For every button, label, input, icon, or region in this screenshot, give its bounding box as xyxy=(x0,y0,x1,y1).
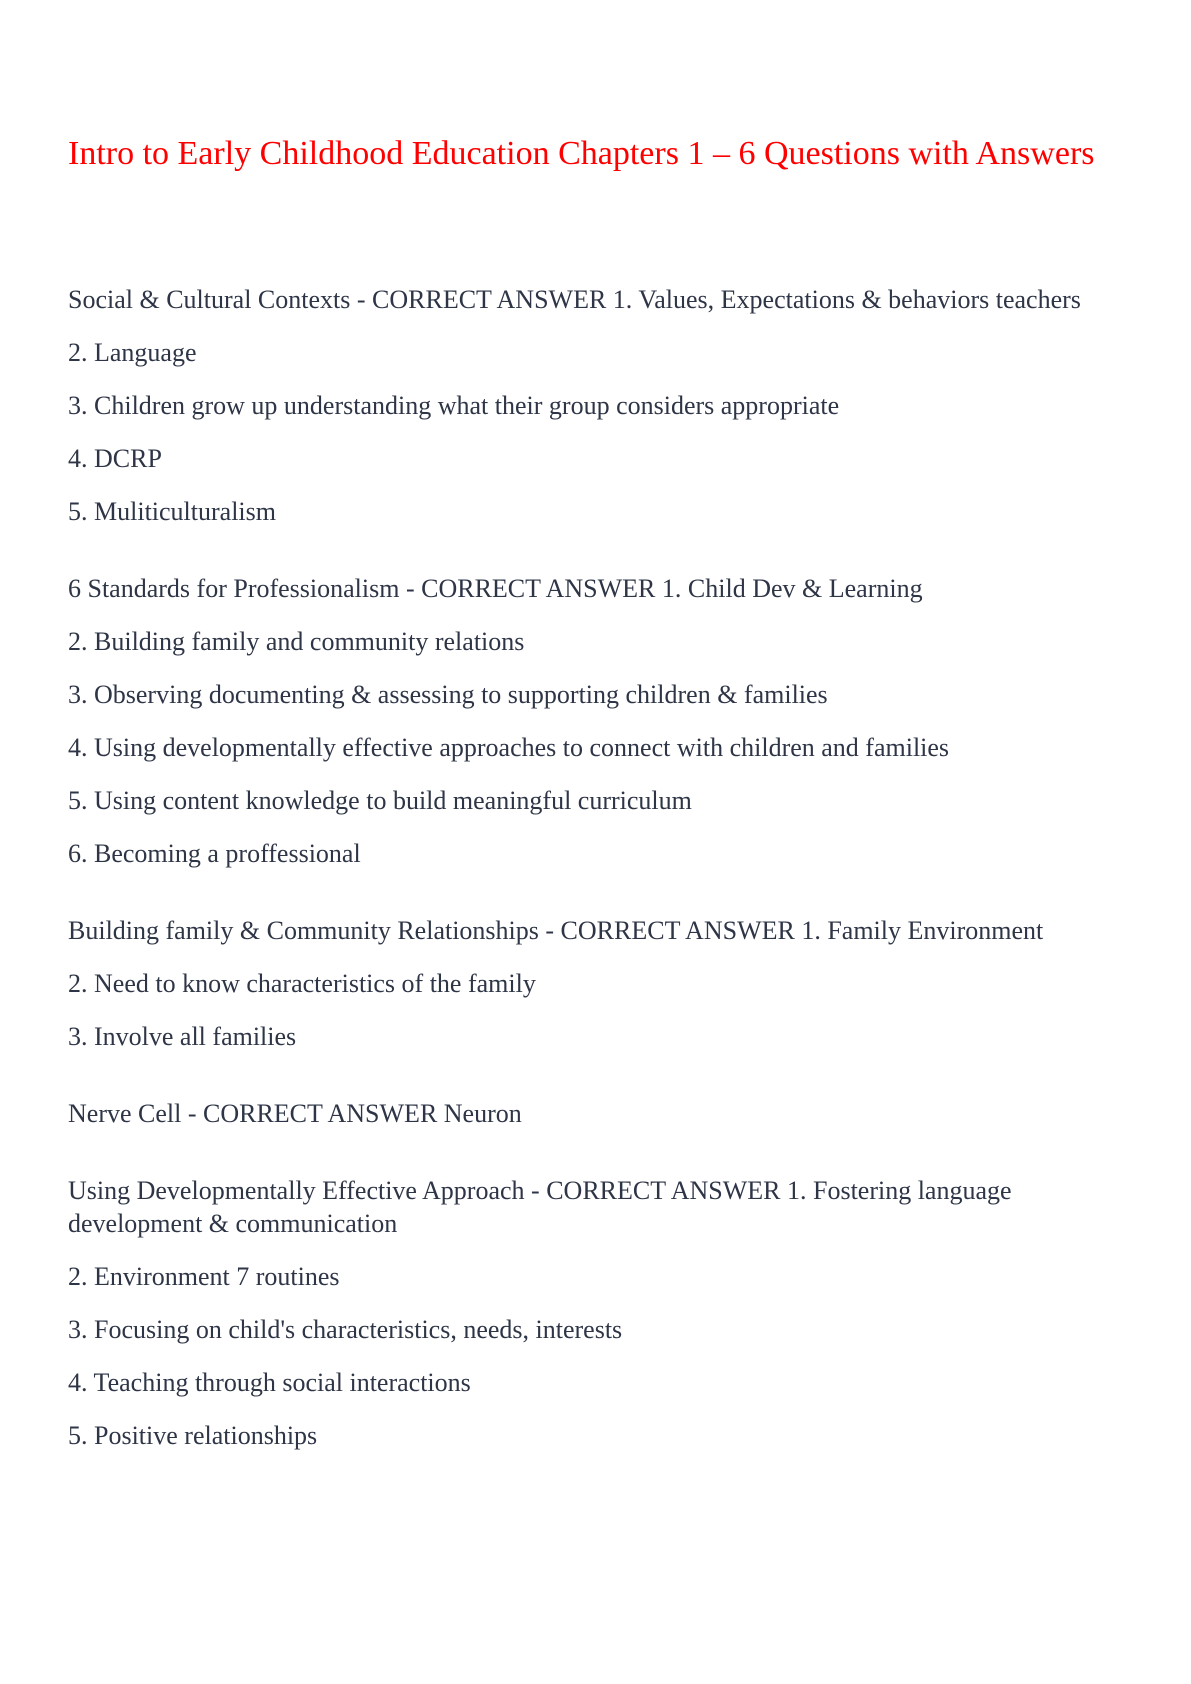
document-content xyxy=(68,283,1148,1496)
qa-answer-line: 4. DCRP xyxy=(68,444,162,473)
qa-item-developmentally-effective-approach xyxy=(68,1174,1148,1452)
qa-answer-line: 2. Building family and community relations xyxy=(68,627,525,656)
qa-item-social-cultural-contexts xyxy=(68,283,1148,528)
qa-question-line: Building family & Community Relationships - CORRECT ANSWER 1. Family Environment xyxy=(68,916,1044,945)
qa-answer-line: 3. Observing documenting & assessing to supporting children & families xyxy=(68,680,828,709)
qa-question-line: Nerve Cell - CORRECT ANSWER Neuron xyxy=(68,1099,522,1128)
qa-answer-line: 5. Using content knowledge to build meaningful curriculum xyxy=(68,786,692,815)
qa-answer-line: 5. Muliticulturalism xyxy=(68,497,276,526)
qa-answer-line: 2. Need to know characteristics of the family xyxy=(68,969,536,998)
qa-answer-line: 2. Environment 7 routines xyxy=(68,1262,340,1291)
qa-answer-line: 3. Children grow up understanding what their group considers appropriate xyxy=(68,391,840,420)
document-title: Intro to Early Childhood Education Chapters 1 – 6 Questions with Answers xyxy=(68,135,1095,172)
qa-answer-line: 6. Becoming a proffessional xyxy=(68,839,361,868)
qa-question-line: 6 Standards for Professionalism - CORRECT ANSWER 1. Child Dev & Learning xyxy=(68,574,923,603)
qa-question-line: Using Developmentally Effective Approach - CORRECT ANSWER 1. Fostering language development & communication xyxy=(68,1176,1012,1238)
qa-item-standards-for-professionalism xyxy=(68,572,1148,870)
qa-answer-line: 2. Language xyxy=(68,338,197,367)
qa-answer-line: 3. Focusing on child's characteristics, needs, interests xyxy=(68,1315,623,1344)
qa-answer-line: 4. Teaching through social interactions xyxy=(68,1368,471,1397)
qa-question-line: Social & Cultural Contexts - CORRECT ANSWER 1. Values, Expectations & behaviors teachers xyxy=(68,285,1081,314)
qa-item-nerve-cell xyxy=(68,1097,1148,1130)
qa-answer-line: 5. Positive relationships xyxy=(68,1421,318,1450)
qa-item-building-family-community xyxy=(68,914,1148,1053)
qa-answer-line: 4. Using developmentally effective approaches to connect with children and families xyxy=(68,733,950,762)
qa-answer-line: 3. Involve all families xyxy=(68,1022,297,1051)
